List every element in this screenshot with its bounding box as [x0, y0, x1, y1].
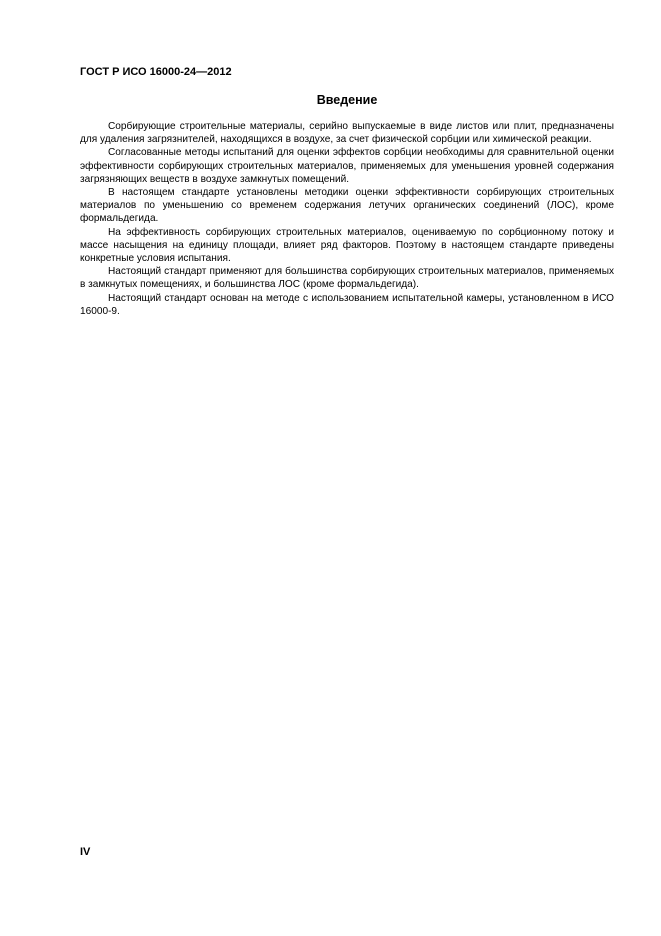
paragraph: Согласованные методы испытаний для оценки эффектов сорбции необходимы для сравнительной оценки эффективности сорбирующих строительных материалов, применяемых для уменьшения уровней содержания загрязняющих веществ в воздухе замкнутых помещений. [80, 147, 614, 185]
paragraph: На эффективность сорбирующих строительных материалов, оцениваемую по сорбционному потоку и массе насыщения на единицу площади, влияет ряд факторов. Поэтому в настоящем стандарте приведены конкретные условия испытания. [80, 226, 614, 265]
introduction-body [80, 120, 614, 318]
page-number: IV [80, 846, 91, 858]
document-header: ГОСТ Р ИСО 16000-24—2012 [80, 66, 232, 78]
paragraph: Настоящий стандарт применяют для большинства сорбирующих строительных материалов, применяемых в замкнутых помещениях, и большинства ЛОС (кроме формальдегида). [80, 266, 614, 291]
paragraph: В настоящем стандарте установлены методики оценки эффективности сорбирующих строительных материалов по уменьшению со временем содержания летучих органических соединений (ЛОС), кроме формальдегида. [80, 187, 614, 225]
paragraph: Сорбирующие строительные материалы, серийно выпускаемые в виде листов или плит, предназначены для удаления загрязнителей, находящихся в воздухе, за счет физической сорбции или химической реакции. [80, 121, 614, 146]
paragraph: Настоящий стандарт основан на методе с использованием испытательной камеры, установленном в ИСО 16000-9. [80, 292, 614, 317]
section-title: Введение [316, 93, 378, 107]
